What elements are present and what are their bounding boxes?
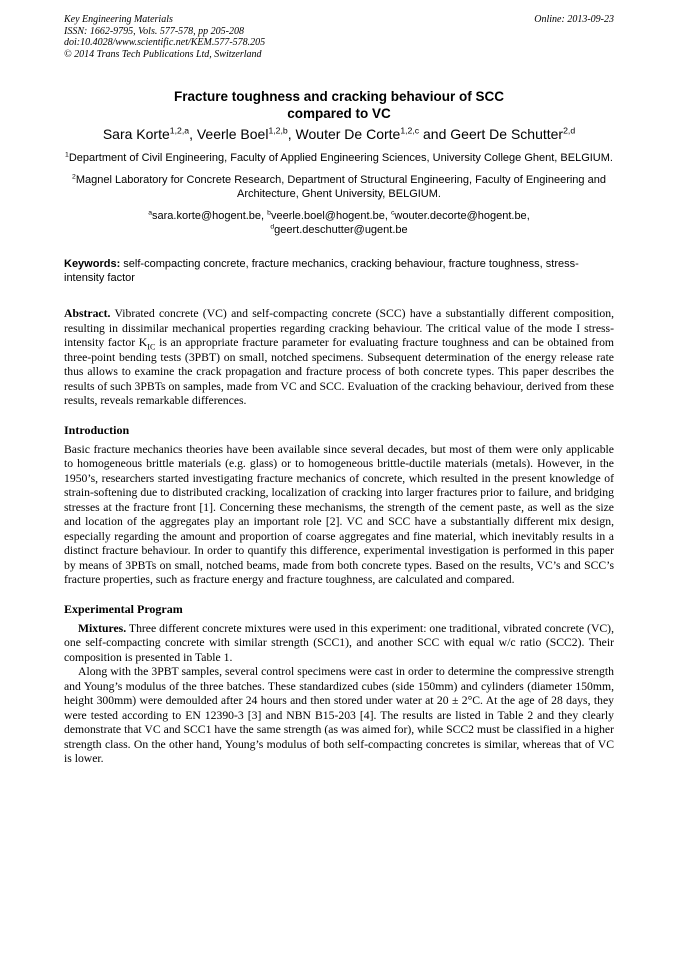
author-1: Sara Korte [102,126,170,142]
author-emails [64,209,614,237]
affiliation-1-text: Department of Civil Engineering, Faculty of Applied Engineering Sciences, University College Ghent, BELGIUM. [68,152,613,164]
journal-name: Key Engineering Materials [64,14,173,25]
email-line-2 [64,223,614,237]
email-separator: , [526,210,530,222]
author-separator: , [189,126,197,142]
control-specimens-paragraph: Along with the 3PBT samples, several control specimens were cast in order to determine the compressive strength and Young’s modulus of the three batches. These standardized cubes (side 150mm) and cylinders (diameter 150mm, height 300mm) were demoulded after 24 hours and then stored under water at 20 ± 2°C. At the age of 28 days, they were tested according to EN 12390-3 [3] and NBN B15-203 [4]. The results are listed in Table 2 and they clearly demonstrate that VC and SCC1 have the same strength (as was aimed for), while SCC2 must be classified in a higher strength class. On the other hand, Young’s modulus of both self-compacting concretes is similar, whereas that of VC is lower. [64,665,614,765]
issn-line: ISSN: 1662-9795, Vols. 577-578, pp 205-208 [64,25,244,37]
introduction-paragraph: Basic fracture mechanics theories have been available since several decades, but most of them were only applicable to homogeneous brittle materials (e.g. glass) or to homogeneous brittle-ductile materials (metals). However, in the 1950’s, researchers started investigating fracture mechanics of concrete, which resulted in the present knowledge of strain-softening due to distributed cracking, localization of cracking into larger fractures prior to failure, and bridging stresses at the fracture front [1]. Concerning these mechanisms, the strength of the cement paste, as well as the size and location of the aggregates play an important role [2]. VC and SCC have a substantially different mix design, especially regarding the amount and proportion of coarse aggregates and fine material, which inevitably results in a distinct fracture behaviour. In order to quantify this difference, experimental investigation is performed in this paper by means of 3PBTs on small, notched beams, made from both concrete types. Based on the results, VC’s and SCC’s fracture properties, such as fracture energy and fracture toughness, are calculated and compared. [64,442,614,586]
keywords-label: Keywords: [64,258,121,270]
mixtures-paragraph [64,622,614,666]
keywords [64,257,614,285]
author-separator: and [419,126,451,142]
keywords-text: self-compacting concrete, fracture mechanics, cracking behaviour, fracture toughness, stress-intensity factor [64,258,579,284]
mixtures-label: Mixtures. [78,621,127,635]
journal-header [64,14,614,60]
email-b[interactable]: veerle.boel@hogent.be [270,210,385,222]
email-marker: d [270,223,275,231]
abstract-label: Abstract. [64,307,111,320]
affiliation-1 [64,151,614,165]
abstract-text-2: is an appropriate fracture parameter for evaluating fracture toughness and can be obtained from three-point bending tests (3PBT) on small, notched specimens. Subsequent determination of the energy release rate thus allows to examine the crack propagation and fracture process of both concrete types. This paper describes the results of such 3PBTs on samples, made from VC and SCC. Evaluation of the cracking behaviour, derived from these results, reveals remarkable differences. [64,336,615,407]
mixtures-text: Three different concrete mixtures were used in this experiment: one traditional, vibrated concrete (VC), one self-compacting concrete with similar strength (SCC1), and another SCC with equal w/c ratio (SCC2). Their composition is presented in Table 1. [64,621,614,664]
author-4-affil: 2,d [563,125,576,136]
author-4: Geert De Schutter [450,126,564,142]
affiliation-1-marker: 1 [65,151,69,159]
affiliation-2 [64,173,614,201]
affiliation-2-text: Magnel Laboratory for Concrete Research, Department of Structural Engineering, Faculty of Engineering and Architecture, Ghent University, BELGIUM. [75,174,606,200]
email-separator: , [261,210,268,222]
title-line-2: compared to VC [287,106,391,121]
doi-line[interactable]: doi:10.4028/www.scientific.net/KEM.577-578.205 [64,37,266,48]
abstract-text-1: Vibrated concrete (VC) and self-compacting concrete (SCC) have a substantially different composition, resulting in dissimilar mechanical properties regarding cracking behaviour. The critical value of the mode I stress-intensity factor K [64,307,614,349]
email-marker: c [391,209,395,217]
email-c[interactable]: wouter.decorte@hogent.be [394,210,527,222]
copyright-line: © 2014 Trans Tech Publications Ltd, Switzerland [64,48,262,60]
email-marker: b [267,209,271,217]
author-3-affil: 1,2,c [400,125,420,136]
email-d[interactable]: geert.deschutter@ugent.be [274,224,408,236]
email-separator: , [384,210,392,222]
email-a[interactable]: sara.korte@hogent.be [152,210,262,222]
online-date: Online: 2013-09-23 [534,14,614,25]
author-3: Wouter De Corte [295,126,401,142]
email-line-1 [64,209,614,223]
abstract [64,307,614,409]
experimental-heading: Experimental Program [64,601,183,616]
author-2: Veerle Boel [196,126,269,142]
abstract-subscript: IC [147,342,156,352]
title-line-1: Fracture toughness and cracking behaviour of SCC [173,89,505,104]
author-1-affil: 1,2,a [169,125,190,136]
author-separator: , [287,126,296,142]
paper-title [64,88,614,122]
affiliation-2-marker: 2 [72,173,76,181]
author-list [64,125,614,143]
email-marker: a [148,209,153,217]
author-2-affil: 1,2,b [268,125,288,136]
introduction-heading: Introduction [64,422,130,437]
